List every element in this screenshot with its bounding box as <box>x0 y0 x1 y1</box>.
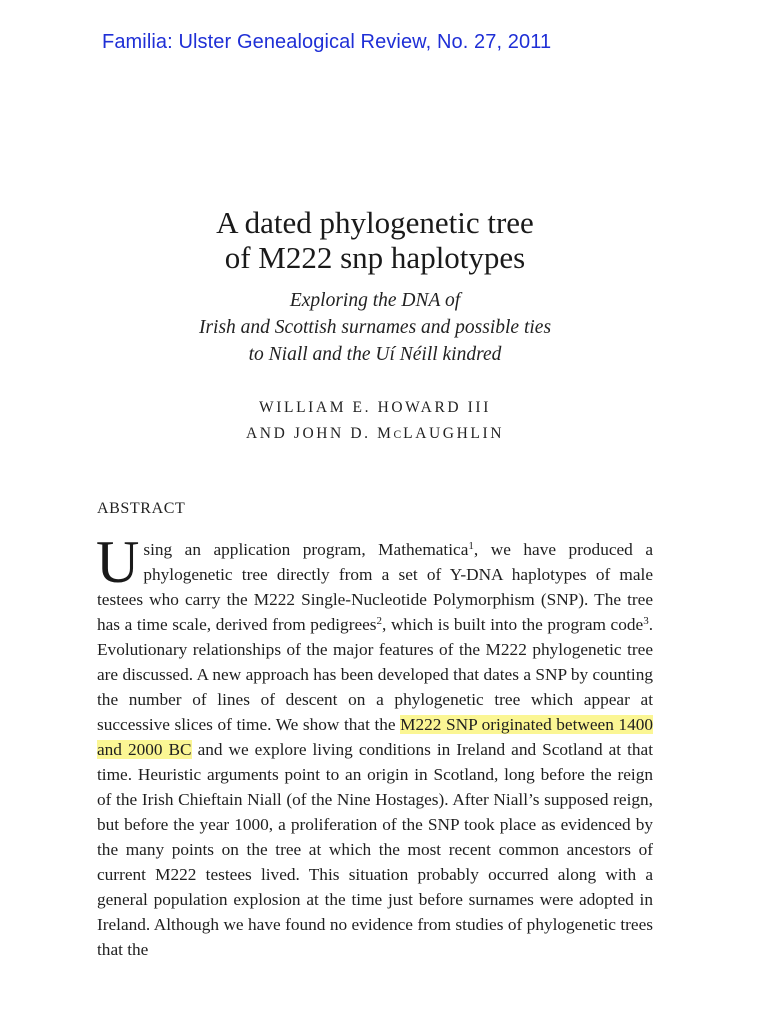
author-list <box>0 395 750 448</box>
author-1: WILLIAM E. HOWARD III <box>259 399 491 416</box>
abstract-text-2: , we have produced a phylogenetic tree directly from a set of Y-DNA haplotypes of male testees who carry the M222 Single-Nucleotide Polymorphism (SNP). The tree has a time scale, derived from pedigrees <box>97 540 653 634</box>
footnote-ref-3[interactable]: 3 <box>643 615 649 627</box>
author-2-smallcaps: C <box>393 429 404 441</box>
author-2-text-end: LAUGHLIN <box>403 425 505 442</box>
subtitle-line-1: Exploring the DNA of <box>289 290 461 311</box>
abstract-body <box>96 529 654 962</box>
author-2 <box>0 421 750 448</box>
abstract-text-3: , which is built into the program code <box>382 615 644 634</box>
footnote-ref-2[interactable]: 2 <box>376 615 383 627</box>
title-line-1: A dated phylogenetic tree <box>216 205 534 240</box>
subtitle-line-2: Irish and Scottish surnames and possible ties <box>198 317 552 338</box>
footnote-ref-1[interactable]: 1 <box>468 540 474 552</box>
article-subtitle <box>0 287 750 368</box>
subtitle-line-3: to Niall and the Uí Néill kindred <box>248 344 502 365</box>
title-line-2: of M222 snp haplotypes <box>224 240 526 275</box>
drop-cap: U <box>96 529 140 595</box>
highlighted-text[interactable]: M222 SNP originated between 1400 and 2000 BC <box>97 715 653 759</box>
abstract-text-4: . Evolutionary relationships of the major features of the M222 phylogenetic tree are discussed. A new approach has been developed that dates a SNP by counting the number of lines of descent on a phylogenetic tree which appear at successive slices of time. We show that the <box>97 615 654 734</box>
abstract-text-1: sing an application program, Mathematica <box>143 540 469 559</box>
journal-citation: Familia: Ulster Genealogical Review, No. 27, 2011 <box>102 31 552 53</box>
author-2-text: AND JOHN D. M <box>245 425 394 442</box>
article-header <box>0 205 750 448</box>
article-title <box>0 205 750 275</box>
abstract-heading: ABSTRACT <box>97 500 186 517</box>
abstract-text-5: and we explore living conditions in Ireland and Scotland at that time. Heuristic arguments point to an origin in Scotland, long before the reign of the Irish Chieftain Niall (of the Nine Hostages). After Niall’s supposed reign, but before the year 1000, a proliferation of the SNP took place as evidenced by the many points on the tree at which the most recent common ancestors of current M222 testees lived. This situation probably occurred along with a general population explosion at the time just before surnames were adopted in Ireland. Although we have found no evidence from studies of phylogenetic trees that the <box>97 740 653 959</box>
